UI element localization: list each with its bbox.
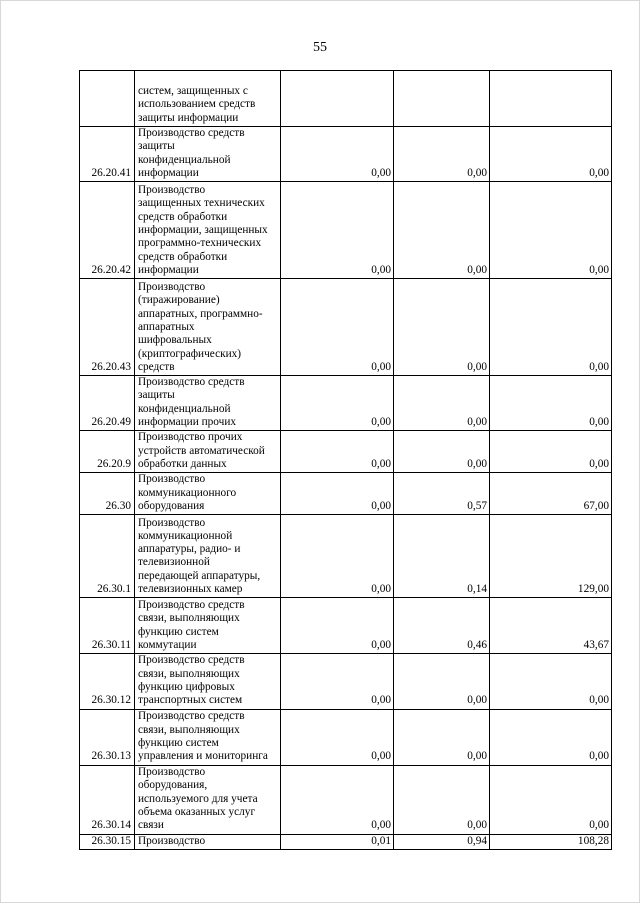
activity-name-line: Производство <box>138 834 206 847</box>
value-cell-3: 43,67 <box>490 598 612 654</box>
okved-code-cell <box>80 71 135 127</box>
activity-name-line: Производство средств <box>138 376 245 389</box>
table-row <box>80 431 612 473</box>
activity-name-cell <box>135 71 281 127</box>
okved-code-cell: 26.20.41 <box>80 127 135 182</box>
table-row <box>80 834 612 849</box>
value-cell-2: 0,57 <box>394 473 490 515</box>
activity-name-cell <box>135 654 281 709</box>
value-cell-2: 0,00 <box>394 431 490 473</box>
value-cell-2: 0,00 <box>394 709 490 765</box>
value-cell-3: 0,00 <box>490 765 612 834</box>
value-cell-1: 0,00 <box>281 279 394 376</box>
value-cell-2: 0,00 <box>394 182 490 279</box>
value-cell-3: 0,00 <box>490 182 612 279</box>
value-cell-3: 67,00 <box>490 473 612 515</box>
statistics-table <box>79 70 612 850</box>
activity-name-line: телевизионной <box>138 556 210 569</box>
activity-name-line: защиты <box>138 140 175 153</box>
table-row <box>80 279 612 376</box>
activity-name-line: информации <box>138 166 199 179</box>
activity-name-line: коммуникационного <box>138 486 237 499</box>
value-cell-1 <box>281 71 394 127</box>
activity-name-cell <box>135 834 281 849</box>
activity-name-line: коммутации <box>138 639 197 652</box>
table-row <box>80 515 612 598</box>
value-cell-1: 0,00 <box>281 598 394 654</box>
activity-name-cell <box>135 127 281 182</box>
value-cell-1: 0,01 <box>281 834 394 849</box>
okved-code-cell: 26.20.43 <box>80 279 135 376</box>
activity-name-cell <box>135 279 281 376</box>
activity-name-line: объема оказанных услуг <box>138 805 256 818</box>
table-body <box>80 71 612 850</box>
table-row <box>80 182 612 279</box>
okved-code-cell: 26.30.1 <box>80 515 135 598</box>
okved-code-cell: 26.20.9 <box>80 431 135 473</box>
activity-name-line: аппаратуры, радио- и <box>138 543 241 556</box>
activity-name-cell <box>135 709 281 765</box>
activity-name-line: защищенных технических <box>138 197 265 210</box>
value-cell-3: 129,00 <box>490 515 612 598</box>
activity-name-line: (тиражирование) <box>138 294 220 307</box>
activity-name-line: Производство средств <box>138 654 245 667</box>
value-cell-1: 0,00 <box>281 182 394 279</box>
activity-name-cell <box>135 598 281 654</box>
activity-name-line: конфиденциальной <box>138 153 231 166</box>
activity-name-line: информации прочих <box>138 416 237 429</box>
okved-code-cell: 26.30 <box>80 473 135 515</box>
activity-name-line: аппаратных <box>138 321 195 333</box>
table-row <box>80 654 612 709</box>
value-cell-1: 0,00 <box>281 515 394 598</box>
value-cell-1: 0,00 <box>281 654 394 709</box>
activity-name-line: связи, выполняющих <box>138 723 240 736</box>
table-row <box>80 473 612 515</box>
activity-name-cell <box>135 765 281 834</box>
activity-name-cell <box>135 376 281 431</box>
table-row <box>80 709 612 765</box>
value-cell-1: 0,00 <box>281 473 394 515</box>
activity-name-line: оборудования, <box>138 779 208 792</box>
activity-name-line: управления и мониторинга <box>138 750 268 763</box>
activity-name-line: используемого для учета <box>138 792 258 805</box>
activity-name-line: передающей аппаратуры, <box>138 569 261 582</box>
value-cell-2: 0,00 <box>394 127 490 182</box>
value-cell-2: 0,46 <box>394 598 490 654</box>
okved-code-cell: 26.20.42 <box>80 182 135 279</box>
activity-name-cell <box>135 182 281 279</box>
activity-name-line: аппаратных, программно- <box>138 307 263 320</box>
activity-name-line: транспортных систем <box>138 694 243 707</box>
activity-name-line: Производство <box>138 281 206 294</box>
table-row <box>80 376 612 431</box>
value-cell-3: 0,00 <box>490 654 612 709</box>
value-cell-3: 0,00 <box>490 279 612 376</box>
activity-name-line: средств обработки <box>138 210 228 223</box>
activity-name-line: оборудования <box>138 500 205 513</box>
activity-name-line: (криптографических) <box>138 347 242 360</box>
activity-name-line: функцию систем <box>138 736 219 749</box>
activity-name-line: программно-технических <box>138 237 262 250</box>
activity-name-line: Производство <box>138 473 206 486</box>
value-cell-3: 0,00 <box>490 376 612 431</box>
activity-name-line: связи, выполняющих <box>138 612 240 625</box>
activity-name-line: функцию систем <box>138 625 219 638</box>
activity-name-line: систем, защищенных с <box>138 85 248 98</box>
activity-name-line: телевизионных камер <box>138 583 243 596</box>
activity-name-cell <box>135 473 281 515</box>
value-cell-1: 0,00 <box>281 765 394 834</box>
activity-name-line: средств <box>138 360 175 373</box>
value-cell-3: 0,00 <box>490 127 612 182</box>
activity-name-line: Производство <box>138 184 206 197</box>
activity-name-line: Производство средств <box>138 127 245 139</box>
activity-name-line: Производство средств <box>138 710 245 723</box>
activity-name-cell <box>135 515 281 598</box>
table-row <box>80 765 612 834</box>
value-cell-1: 0,00 <box>281 709 394 765</box>
value-cell-2: 0,00 <box>394 654 490 709</box>
value-cell-2: 0,00 <box>394 376 490 431</box>
value-cell-3: 108,28 <box>490 834 612 849</box>
activity-name-line: Производство <box>138 766 206 779</box>
okved-code-cell: 26.20.49 <box>80 376 135 431</box>
okved-code-cell: 26.30.13 <box>80 709 135 765</box>
activity-name-line: обработки данных <box>138 458 227 471</box>
okved-code-cell: 26.30.11 <box>80 598 135 654</box>
activity-name-line: средств обработки <box>138 250 228 263</box>
activity-name-line: информации <box>138 263 199 276</box>
activity-name-line: шифровальных <box>138 334 212 347</box>
activity-name-line: связи <box>138 819 164 832</box>
activity-name-line: связи, выполняющих <box>138 667 240 680</box>
table-row <box>80 127 612 182</box>
value-cell-1: 0,00 <box>281 376 394 431</box>
okved-code-cell: 26.30.12 <box>80 654 135 709</box>
activity-name-line: защиты <box>138 389 175 402</box>
activity-name-line: информации, защищенных <box>138 224 268 236</box>
okved-code-cell: 26.30.14 <box>80 765 135 834</box>
value-cell-2: 0,00 <box>394 279 490 376</box>
value-cell-2: 0,14 <box>394 515 490 598</box>
activity-name-line: использованием средств <box>138 98 256 111</box>
activity-name-line: Производство средств <box>138 599 245 612</box>
activity-name-line: коммуникационной <box>138 529 233 542</box>
value-cell-1: 0,00 <box>281 431 394 473</box>
value-cell-2: 0,94 <box>394 834 490 849</box>
activity-name-cell <box>135 431 281 473</box>
activity-name-line: Производство <box>138 516 206 529</box>
value-cell-3: 0,00 <box>490 709 612 765</box>
page-number: 55 <box>313 40 327 55</box>
activity-name-line: Производство прочих <box>138 431 243 444</box>
table-row <box>80 598 612 654</box>
value-cell-2: 0,00 <box>394 765 490 834</box>
okved-code-cell: 26.30.15 <box>80 834 135 849</box>
value-cell-2 <box>394 71 490 127</box>
activity-name-line: функцию цифровых <box>138 680 235 693</box>
activity-name-line: устройств автоматической <box>138 444 265 457</box>
activity-name-line: защиты информации <box>138 111 239 124</box>
value-cell-3 <box>490 71 612 127</box>
value-cell-1: 0,00 <box>281 127 394 182</box>
value-cell-3: 0,00 <box>490 431 612 473</box>
activity-name-line: конфиденциальной <box>138 402 231 415</box>
table-row <box>80 71 612 127</box>
